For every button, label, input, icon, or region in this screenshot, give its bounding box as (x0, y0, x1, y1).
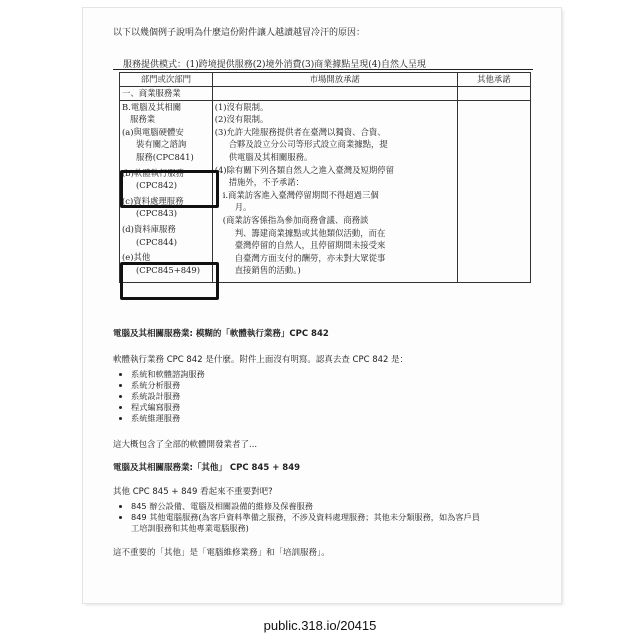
commitment-cell (212, 100, 457, 283)
commit-line: i.商業訪客進入臺灣停留期間不得超過三個 (222, 189, 379, 200)
highlight-box-cpc845-849 (120, 262, 219, 300)
para-summary: 這大概包含了全部的軟體開發業者了... (113, 440, 258, 450)
sector-line: (CPC843) (136, 208, 177, 219)
divider (113, 69, 533, 70)
list-item: • 系統和軟體諮詢服務 (131, 369, 205, 380)
sector-line: (CPC845+849) (136, 264, 200, 275)
sector-line: 服務(CPC841) (136, 151, 194, 162)
heading-cpc842: 電腦及其相關服務業: 模糊的「軟體執行業務」CPC 842 (113, 329, 329, 339)
list-item: • 849 其他電腦服務(為客戶資料準備之服務，不涉及資料處理服務；其他未分類服務，如為客戶員 (131, 512, 480, 523)
commit-line: 直接銷售的活動。) (234, 265, 301, 276)
section-empty-2 (457, 87, 530, 101)
section-cell: 一、商業服務業 (120, 87, 213, 101)
list-item: • 845 辦公設備、電腦及相關設備的維修及保養服務 (131, 501, 480, 512)
intro-text: 以下以幾個例子說明為什麼這份附件讓人越讀越冒冷汗的原因： (113, 28, 366, 38)
sector-line: (a)與電腦硬體安 (122, 126, 184, 137)
commit-line: 供電腦及其相關服務。 (228, 151, 313, 162)
para-conclusion: 這不重要的「其他」是「電腦維修業務」和「培訓服務」。 (113, 548, 330, 558)
service-mode-line: 服務提供模式：(1)跨境提供服務(2)境外消費(3)商業據點呈現(4)自然人呈現 (123, 60, 426, 70)
sector-line: 服務業 (130, 114, 156, 125)
heading-cpc845-849: 電腦及其相關服務業:「其他」 CPC 845 + 849 (113, 463, 301, 473)
list-item: • 系統設計服務 (131, 391, 205, 402)
cpc845-list (119, 501, 480, 534)
commit-line: 自臺灣方面支付的酬勞，亦未對大眾從事 (234, 252, 386, 263)
commit-line: (2)沒有限制。 (214, 114, 269, 125)
commit-line: 合夥及設立分公司等形式設立商業據點，提 (228, 139, 388, 150)
cpc842-list (119, 369, 205, 424)
header-sector: 部門或次部門 (120, 73, 213, 87)
commit-line: 措施外，不予承諾： (228, 177, 305, 188)
sector-line: (CPC842) (136, 180, 177, 191)
document-page (83, 8, 561, 603)
highlight-box-cpc842 (120, 170, 219, 208)
para-cpc845-question: 其他 CPC 845 + 849 看起來不重要對吧? (113, 487, 273, 497)
sector-line: (CPC844) (136, 236, 177, 247)
commit-line: 臺灣停留的自然人，且停留期間未接受來 (234, 240, 386, 251)
header-other: 其他承諾 (457, 73, 530, 87)
list-item: • 系統分析服務 (131, 380, 205, 391)
sector-line: (b)軟體執行服務 (122, 167, 185, 178)
list-item: • 程式編寫服務 (131, 402, 205, 413)
sector-line: (e)其他 (122, 252, 151, 263)
commit-line: 判、籌建商業據點或其他類似活動，而在 (234, 227, 386, 238)
list-item: 工培訓服務和其他專業電腦服務) (131, 523, 249, 533)
sector-line: (c)資料處理服務 (122, 195, 184, 206)
source-watermark: public.318.io/20415 (263, 618, 377, 633)
para-cpc842-question: 軟體執行業務 CPC 842 是什麼。附件上面沒有明寫。認真去查 CPC 842 是： (113, 355, 409, 365)
commit-line: (4)除有關下列各類自然人之進入臺灣及短期停留 (214, 164, 395, 175)
header-market-access: 市場開放承諾 (212, 73, 457, 87)
list-item: • 系統維運服務 (131, 413, 205, 424)
other-commitment-cell (457, 100, 530, 283)
commit-line: (1)沒有限制。 (214, 101, 269, 112)
section-empty (212, 87, 457, 101)
sector-line: B.電腦及其相關 (122, 101, 182, 112)
sector-line: (d)資料庫服務 (122, 223, 176, 234)
sector-line: 裝有關之諮詢 (136, 139, 187, 150)
commit-line: (商業訪客係指為參加商務會議、商務談 (222, 214, 369, 225)
commit-line: 月。 (234, 202, 252, 213)
commit-line: (3)允許大陸服務提供者在臺灣以獨資、合資、 (214, 126, 386, 137)
